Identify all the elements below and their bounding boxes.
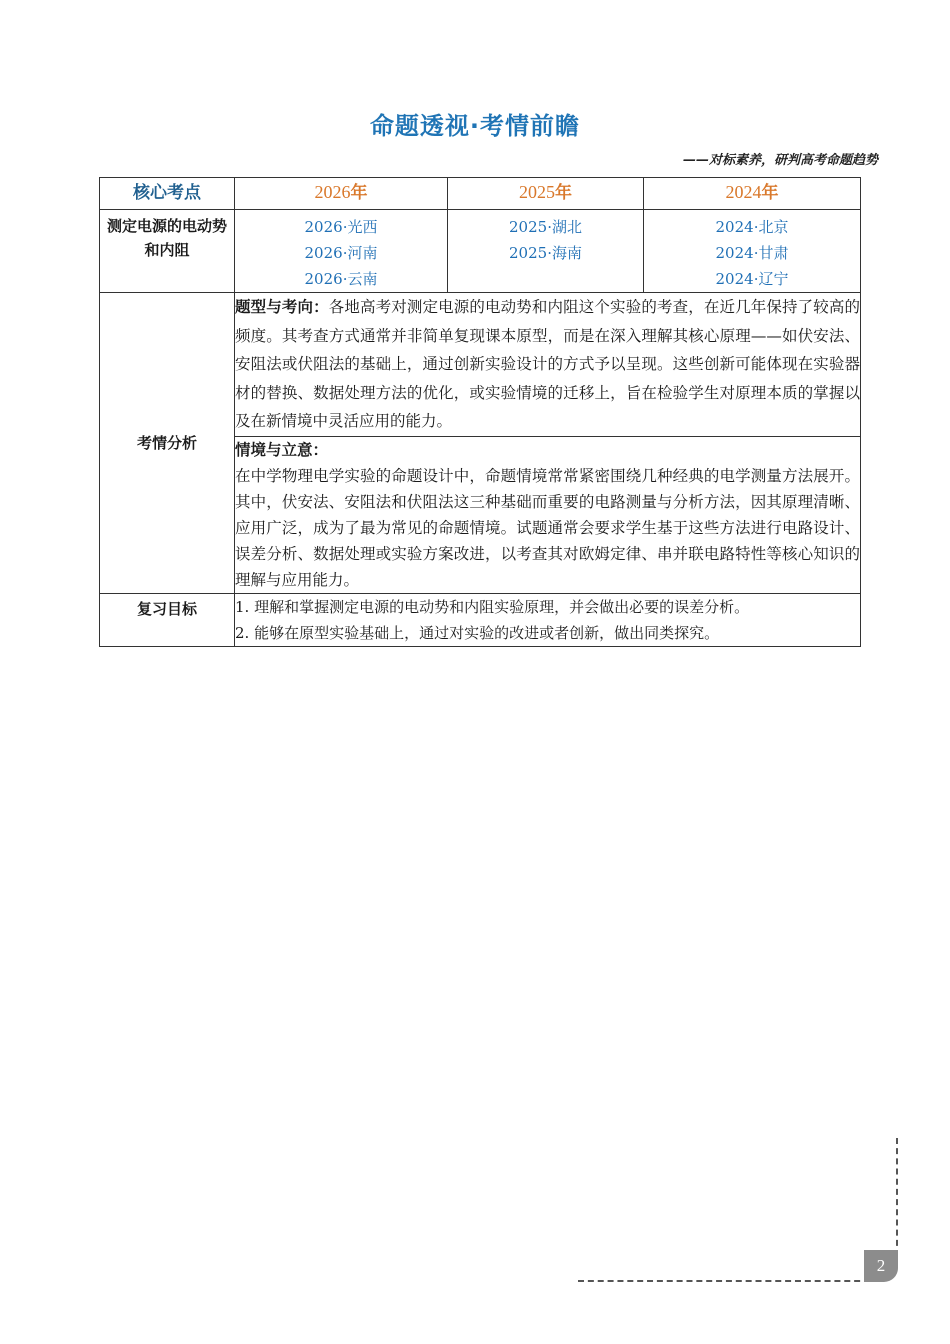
province-item: 2025·海南 — [509, 244, 582, 262]
section-lead: 题型与考向： — [235, 298, 329, 316]
year-header-2024 — [644, 178, 861, 210]
provinces-2026 — [235, 210, 448, 293]
province-item: 2024·甘肃 — [715, 244, 789, 262]
page-subtitle: ——对标素养，研判高考命题趋势 — [682, 153, 878, 168]
goal-item: 2. 能够在原型实验基础上，通过对实验的改进或者创新，做出同类探究。 — [235, 623, 720, 642]
province-item: 2026·云南 — [304, 270, 378, 288]
core-topic-header: 核心考点 — [100, 178, 235, 210]
page-number: 2 — [864, 1250, 898, 1282]
year-header-2026 — [235, 178, 448, 210]
province-item: 2026·光西 — [304, 218, 378, 236]
analysis-question-type — [235, 293, 861, 437]
table-header-row — [100, 178, 861, 210]
year-suffix: 年 — [761, 183, 779, 203]
province-item: 2024·辽宁 — [715, 270, 789, 288]
analysis-label: 考情分析 — [100, 293, 235, 594]
provinces-2024 — [644, 210, 861, 293]
section-text: 在中学物理电学实验的命题设计中，命题情境常常紧密围绕几种经典的电学测量方法展开。其中，伏安法、安阻法和伏阻法这三种基础而重要的电路测量与分析方法，因其原理清晰、应用广泛，成为了最为常见的命题情境。试题通常会要求学生基于这些方法进行电路设计、误差分析、数据处理或实验方案改进，以考查其对欧姆定律、串并联电路特性等核心知识的理解与应用能力。 — [235, 466, 860, 589]
page-corner-dashed-line-horizontal — [578, 1280, 870, 1282]
province-item: 2025·湖北 — [509, 218, 582, 236]
year-suffix: 年 — [555, 183, 572, 203]
exam-analysis-table — [99, 177, 861, 647]
topic-row — [100, 210, 861, 293]
goals-row — [100, 593, 861, 646]
year-number: 2026 — [314, 182, 351, 202]
province-item: 2024·北京 — [715, 218, 789, 236]
page-title: 命题透视·考情前瞻 — [369, 112, 581, 140]
section-lead: 情境与立意： — [235, 440, 329, 459]
section-text: 各地高考对测定电源的电动势和内阻这个实验的考查，在近几年保持了较高的频度。其考查方式通常并非简单复现课本原型，而是在深入理解其核心原理——如伏安法、安阻法或伏阻法的基础上，通过创新实验设计的方式予以呈现。这些创新可能体现在实验器材的替换、数据处理方法的优化，或实验情境的迁移上，旨在检验学生对原理本质的掌握以及在新情境中灵活应用的能力。 — [235, 298, 860, 431]
year-number: 2024 — [725, 182, 762, 202]
provinces-2025 — [448, 210, 644, 293]
year-number: 2025 — [519, 182, 555, 202]
year-header-2025 — [448, 178, 644, 210]
page-corner-dashed-line-vertical — [896, 1138, 898, 1256]
analysis-row-1 — [100, 293, 861, 437]
province-item: 2026·河南 — [304, 244, 378, 262]
goals-label: 复习目标 — [100, 593, 235, 646]
year-suffix: 年 — [350, 183, 368, 203]
topic-name: 测定电源的电动势和内阻 — [100, 210, 235, 293]
goals-list — [235, 593, 861, 646]
analysis-context — [235, 436, 861, 593]
goal-item: 1. 理解和掌握测定电源的电动势和内阻实验原理，并会做出必要的误差分析。 — [235, 597, 750, 616]
